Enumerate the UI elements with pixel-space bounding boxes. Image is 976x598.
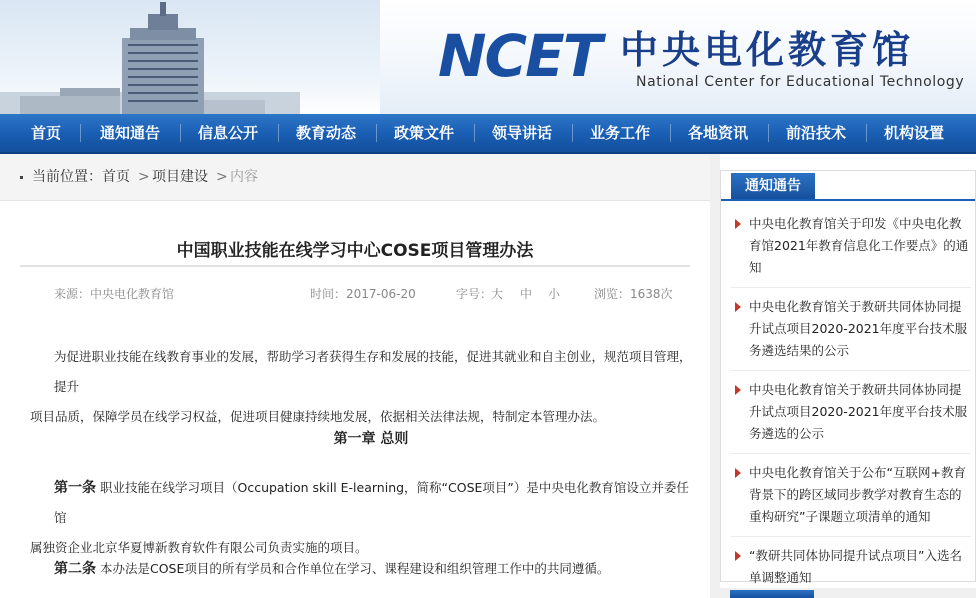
font-size-label: 字号： <box>456 287 493 301</box>
nav-separator <box>670 124 671 142</box>
next-section-tab[interactable] <box>730 590 814 598</box>
article-clause-2 <box>30 554 692 584</box>
breadcrumb-separator: > <box>216 169 228 185</box>
triangle-bullet-icon <box>735 468 741 478</box>
article-text-line: 项目品质，保障学员在线学习权益，促进项目健康持续地发展，依据相关法律法规，特制定本管理办法。 <box>30 409 606 424</box>
article-clause-1 <box>30 473 692 563</box>
notice-item[interactable] <box>731 462 971 528</box>
notice-item[interactable] <box>731 213 971 279</box>
triangle-bullet-icon <box>735 551 741 561</box>
article-text-line <box>30 473 692 533</box>
breadcrumb-projects[interactable]: 项目建设 <box>152 169 208 185</box>
ncet-logo[interactable]: NCET <box>438 22 601 90</box>
nav-home[interactable]: 首页 <box>30 124 61 142</box>
list-divider <box>731 287 971 288</box>
sidebar-title[interactable]: 通知通告 <box>731 173 815 199</box>
breadcrumb-prefix: 当前位置： <box>32 169 102 185</box>
triangle-bullet-icon <box>735 219 741 229</box>
article-column <box>0 154 710 598</box>
nav-separator <box>474 124 475 142</box>
notice-item-text: 中央电化教育馆关于公布“互联网+教育背景下的跨区域同步教学对教育生态的重构研究”子课题立项清单的通知 <box>749 465 966 524</box>
nav-business[interactable]: 业务工作 <box>589 124 650 142</box>
notice-item-text: “教研共同体协同提升试点项目”入选名单调整通知 <box>749 548 962 585</box>
breadcrumb-current: 内容 <box>230 169 258 185</box>
article-views: 浏览：1638次 <box>594 287 673 301</box>
breadcrumb-bullet-icon <box>20 176 23 179</box>
nav-local-news[interactable]: 各地资讯 <box>687 124 748 142</box>
nav-edu-news[interactable]: 教育动态 <box>295 124 356 142</box>
notice-item-text: 中央电化教育馆关于教研共同体协同提升试点项目2020-2021年度平台技术服务遴选结果的公示 <box>749 299 968 358</box>
building-image <box>0 0 300 114</box>
notice-item-text: 中央电化教育馆关于教研共同体协同提升试点项目2020-2021年度平台技术服务遴选的公示 <box>749 382 968 441</box>
site-header <box>0 0 976 114</box>
notice-item-text: 中央电化教育馆关于印发《中央电化教育馆2021年教育信息化工作要点》的通知 <box>749 216 969 275</box>
notice-item[interactable] <box>731 296 971 362</box>
notice-item[interactable] <box>731 379 971 445</box>
font-size-large[interactable]: 大 <box>491 287 504 301</box>
nav-separator <box>376 124 377 142</box>
nav-frontier-tech[interactable]: 前沿技术 <box>785 124 846 142</box>
clause-text: 职业技能在线学习项目（Occupation skill E-learning，简称“COSE项目”）是中央电化教育馆设立并委任馆 <box>54 480 689 525</box>
triangle-bullet-icon <box>735 302 741 312</box>
list-divider <box>731 536 971 537</box>
nav-policy[interactable]: 政策文件 <box>393 124 454 142</box>
nav-separator <box>80 124 81 142</box>
breadcrumb-separator: > <box>138 169 150 185</box>
title-divider <box>20 265 690 267</box>
chapter-heading: 第一章 总则 <box>333 431 409 447</box>
clause-label: 第二条 <box>54 561 96 577</box>
nav-info-public[interactable]: 信息公开 <box>197 124 258 142</box>
article-text-line: 为促进职业技能在线教育事业的发展，帮助学习者获得生存和发展的技能，促进其就业和自主创业，规范项目管理，提升 <box>54 349 692 394</box>
list-divider <box>731 453 971 454</box>
list-divider <box>731 370 971 371</box>
article-intro <box>30 342 692 432</box>
article-text-line <box>30 554 692 584</box>
clause-text: 本办法是COSE项目的所有学员和合作单位在学习、课程建设和组织管理工作中的共同遵循。 <box>99 561 610 576</box>
nav-separator <box>572 124 573 142</box>
nav-separator <box>180 124 181 142</box>
site-name-en: National Center for Educational Technology <box>636 74 965 90</box>
nav-separator <box>278 124 279 142</box>
article-time: 时间：2017-06-20 <box>310 287 416 301</box>
breadcrumb-home[interactable]: 首页 <box>102 169 130 185</box>
article-source: 来源：中央电化教育馆 <box>54 287 175 301</box>
site-name-cn[interactable]: 中央电化教育馆 <box>620 28 915 72</box>
font-size-medium[interactable]: 中 <box>520 287 533 301</box>
notice-sidebar <box>720 170 976 585</box>
sidebar-header <box>721 171 975 201</box>
nav-separator <box>866 124 867 142</box>
clause-label: 第一条 <box>54 480 96 496</box>
article-text-line: 属独资企业北京华夏博新教育软件有限公司负责实施的项目。 <box>30 540 368 555</box>
main-nav <box>0 114 976 154</box>
triangle-bullet-icon <box>735 385 741 395</box>
nav-separator <box>768 124 769 142</box>
nav-speeches[interactable]: 领导讲话 <box>491 124 552 142</box>
nav-notices[interactable]: 通知通告 <box>99 124 160 142</box>
font-size-small[interactable]: 小 <box>548 287 561 301</box>
article-title: 中国职业技能在线学习中心COSE项目管理办法 <box>176 241 534 261</box>
notice-item[interactable] <box>731 545 971 589</box>
nav-organization[interactable]: 机构设置 <box>883 124 944 142</box>
column-gap <box>710 154 720 598</box>
notice-list <box>731 213 971 597</box>
breadcrumb <box>0 154 710 201</box>
